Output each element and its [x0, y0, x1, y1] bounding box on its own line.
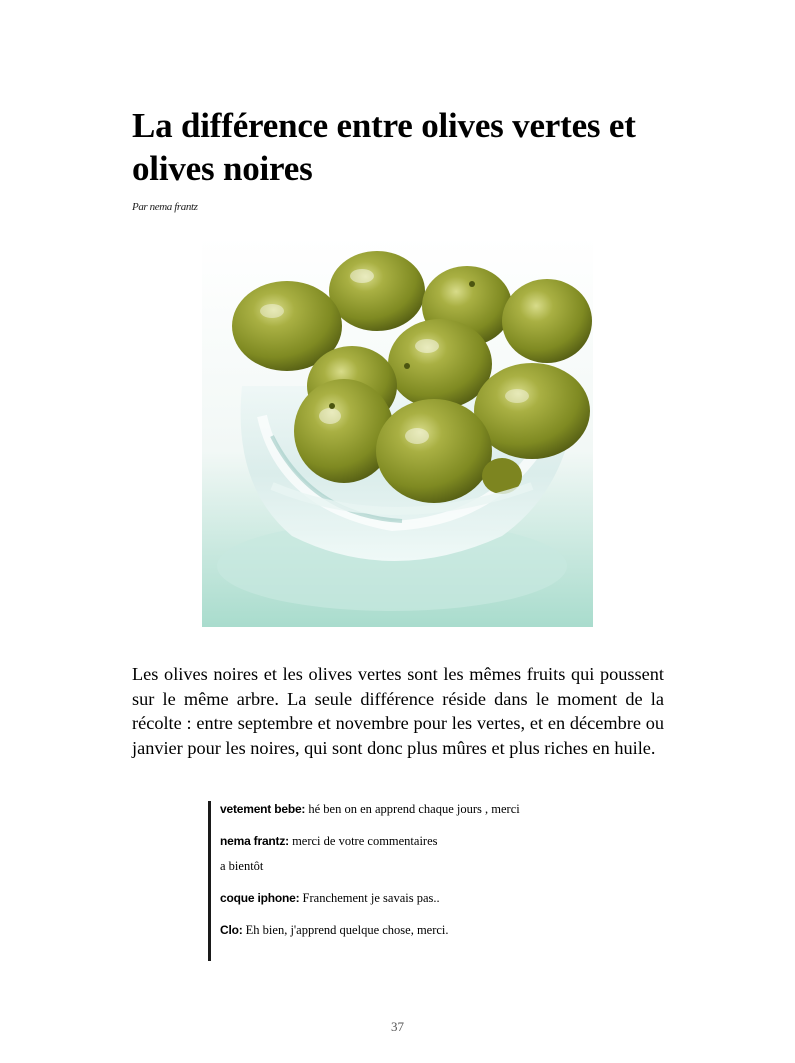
page-number: 37 [391, 1019, 404, 1034]
comment-author: Clo: [220, 923, 243, 937]
comment-text-continued: a bientôt [220, 859, 264, 873]
comment-item [220, 833, 538, 874]
comment-author: nema frantz: [220, 834, 289, 848]
comment-text: Eh bien, j'apprend quelque chose, merci. [245, 923, 449, 937]
article-body: Les olives noires et les olives vertes sont les mêmes fruits qui poussent sur le même arbre. La seule différence réside dans le moment de la récolte : entre septembre et novembre pour les vertes, et en décembre ou janvier pour les noires, qui sont donc plus mûres et plus riches en huile. [132, 664, 664, 758]
comment-item [220, 922, 538, 938]
article-title: La différence entre olives vertes et olives noires [132, 106, 636, 188]
olives-bowl-photo [202, 236, 593, 627]
comment-item [220, 890, 538, 906]
comment-item [220, 801, 538, 817]
article-byline: Par nema frantz [132, 201, 198, 213]
comments-section [208, 801, 538, 961]
comment-text: hé ben on en apprend chaque jours , merci [308, 802, 520, 816]
comment-author: vetement bebe: [220, 802, 306, 816]
comment-text: merci de votre commentaires [292, 834, 438, 848]
comment-author: coque iphone: [220, 891, 300, 905]
comment-text: Franchement je savais pas.. [302, 891, 440, 905]
